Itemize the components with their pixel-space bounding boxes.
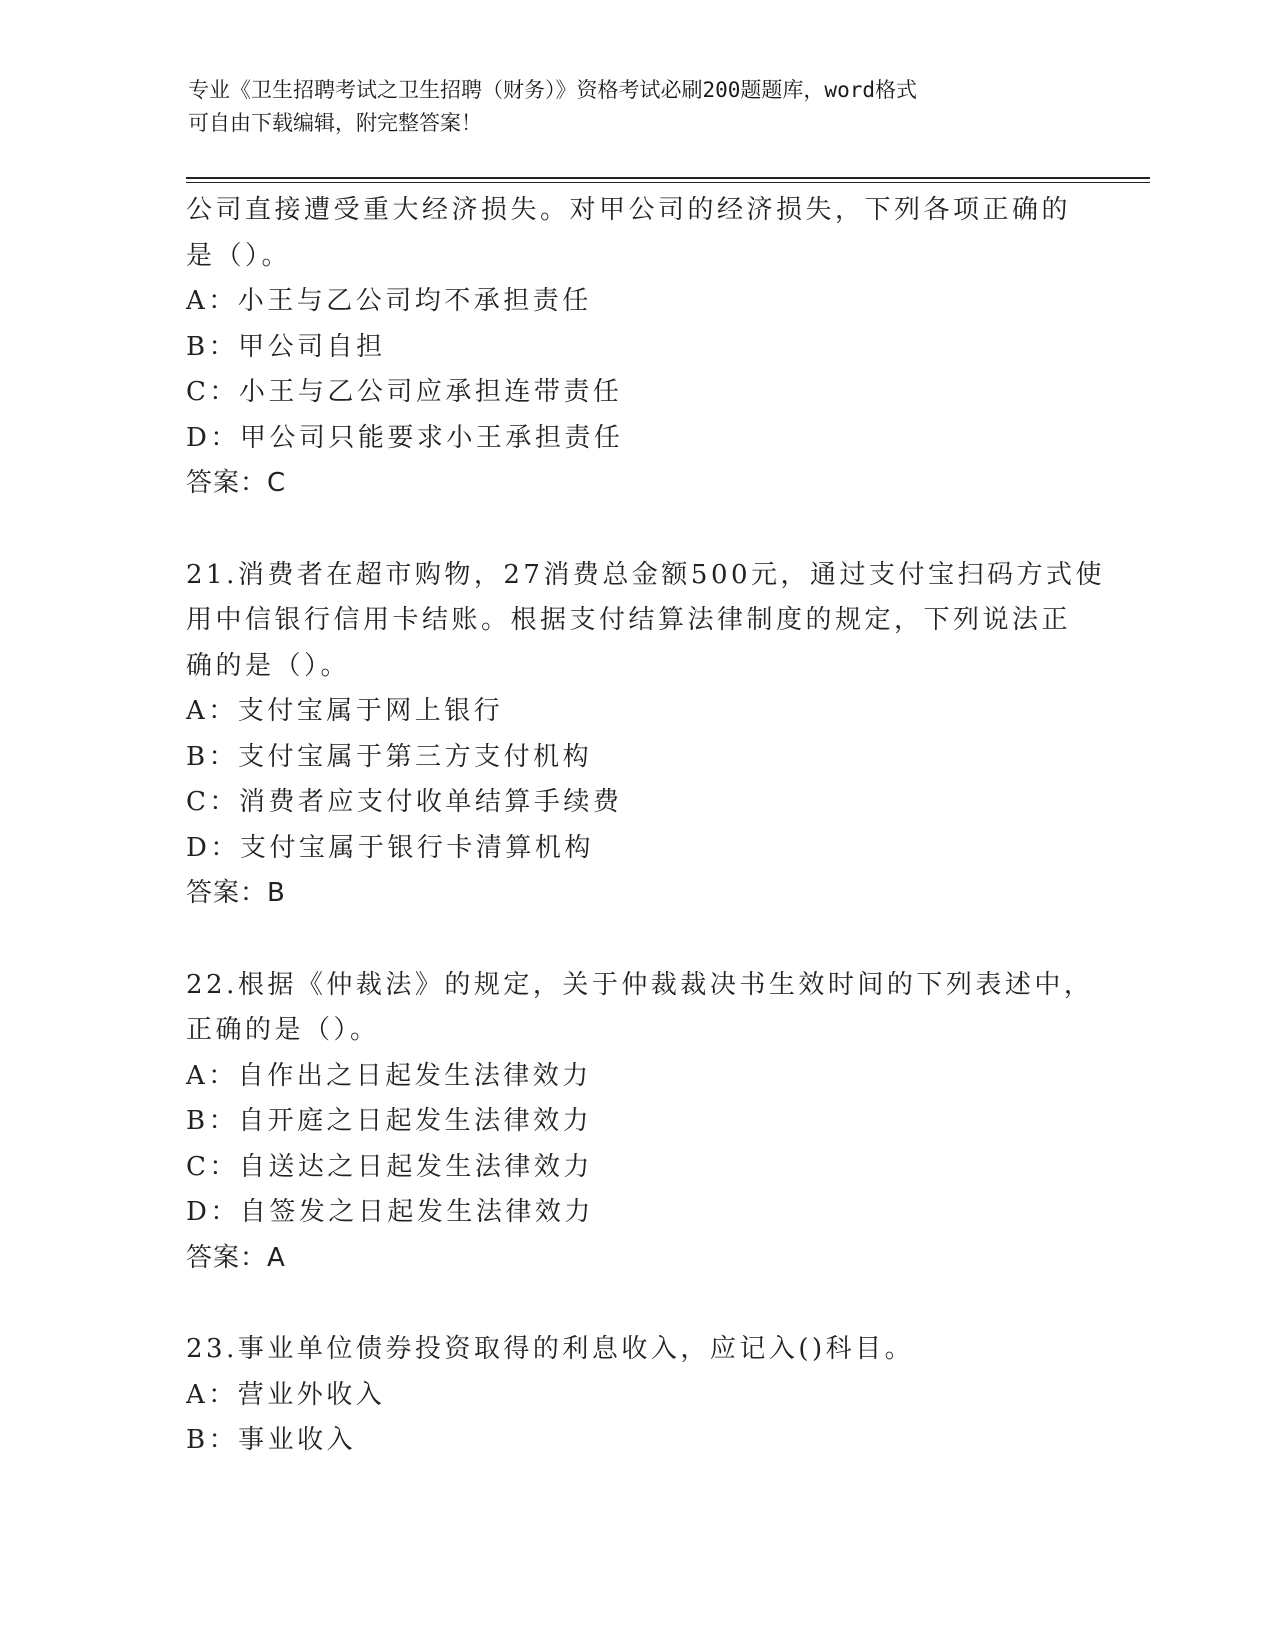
option-b: B：自开庭之日起发生法律效力: [186, 1106, 593, 1136]
option-b: B：事业收入: [186, 1425, 357, 1455]
option-c: C：自送达之日起发生法律效力: [186, 1151, 593, 1182]
spacer: [186, 507, 1086, 553]
question-21: [186, 553, 1106, 917]
question-stem-line: 用中信银行信用卡结账。根据支付结算法律制度的规定，下列说法正: [186, 605, 1072, 635]
option-d: D：甲公司只能要求小王承担责任: [186, 422, 624, 453]
question-22: [186, 963, 1094, 1282]
question-stem-line: 公司直接遭受重大经济损失。对甲公司的经济损失，下列各项正确的: [186, 195, 1072, 225]
header-rule-thick: [186, 177, 1150, 179]
header-line-1: 专业《卫生招聘考试之卫生招聘（财务）》资格考试必刷200题题库，word格式: [188, 78, 917, 102]
question-20-continuation: [186, 188, 1086, 507]
option-d: D：自签发之日起发生法律效力: [186, 1197, 594, 1227]
spacer: [186, 1281, 1086, 1327]
answer-line: 答案：B: [186, 878, 286, 908]
option-a: A：支付宝属于网上银行: [186, 696, 504, 726]
question-stem-line: 22.根据《仲裁法》的规定，关于仲裁裁决书生效时间的下列表述中，: [186, 969, 1094, 1000]
question-stem-line: 23.事业单位债券投资取得的利息收入，应记入()科目。: [186, 1334, 915, 1364]
answer-line: 答案：A: [186, 1242, 286, 1273]
option-c: C：消费者应支付收单结算手续费: [186, 787, 623, 817]
option-a: A：小王与乙公司均不承担责任: [186, 286, 592, 316]
question-23: [186, 1327, 1086, 1464]
spacer: [186, 917, 1086, 963]
question-stem-line: 确的是（）。: [186, 650, 351, 681]
option-b: B：甲公司自担: [186, 331, 386, 362]
option-d: D：支付宝属于银行卡清算机构: [186, 832, 594, 863]
option-a: A：营业外收入: [186, 1379, 386, 1410]
question-stem-line: 正确的是（）。: [186, 1015, 380, 1045]
option-c: C：小王与乙公司应承担连带责任: [186, 377, 623, 407]
header-line-2: 可自由下载编辑，附完整答案！: [188, 111, 482, 135]
header-rule-thin: [186, 182, 1150, 183]
document-body: [186, 188, 1106, 1464]
answer-line: 答案：C: [186, 468, 287, 498]
document-header: [188, 74, 1068, 140]
question-stem-line: 21.消费者在超市购物，27消费总金额500元，通过支付宝扫码方式使: [186, 559, 1106, 590]
option-a: A：自作出之日起发生法律效力: [186, 1060, 592, 1091]
option-b: B：支付宝属于第三方支付机构: [186, 741, 593, 772]
question-stem-line: 是（）。: [186, 240, 292, 271]
